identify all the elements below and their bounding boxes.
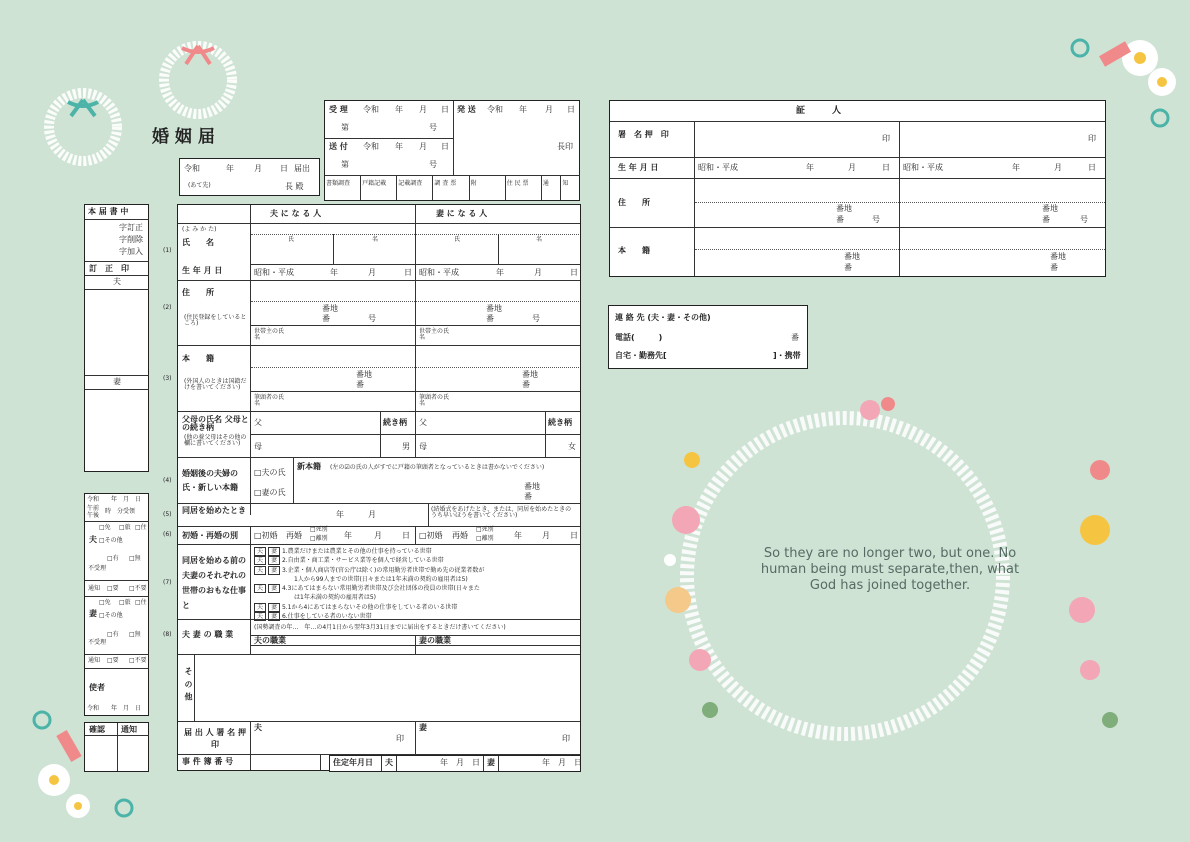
- cohabit-label: 同居を始めたとき: [182, 506, 246, 515]
- name-reading-label: (よ み か た): [182, 226, 217, 233]
- w2-d: 日: [1088, 163, 1096, 172]
- sent-month: 月: [419, 142, 427, 151]
- marriage-form-main: [177, 204, 581, 771]
- w2-ban: 番: [1042, 215, 1050, 224]
- new-domicile-label: 新本籍: [297, 462, 321, 471]
- lace-wreath-pink: [148, 30, 248, 120]
- receipt-notice-box: [84, 493, 149, 716]
- w1-m: 月: [848, 163, 856, 172]
- wife-widow[interactable]: □死別: [476, 526, 494, 533]
- dispatch-label: 発 送: [457, 105, 476, 114]
- opt[interactable]: □要: [107, 585, 119, 592]
- husband-surname-check[interactable]: □夫の氏: [254, 468, 286, 477]
- husband-go: 号: [368, 314, 376, 323]
- occ-w[interactable]: 妻: [268, 566, 280, 575]
- occ-w[interactable]: 妻: [268, 584, 280, 593]
- receipt-am: 午前: [87, 505, 100, 512]
- w2-banchi: 番地: [1042, 204, 1058, 213]
- address-label: 住 所: [182, 288, 214, 297]
- notice-envoy: 使者: [89, 683, 105, 692]
- wife-dom-banchi: 番地: [522, 370, 538, 379]
- occupation-item: 5.1から4にあてはまらないその他の仕事をしている者のいる世帯: [281, 603, 458, 611]
- dispatch-era: 令和: [487, 105, 503, 114]
- husband-banchi: 番地: [322, 304, 338, 313]
- notice-wife: 妻: [89, 609, 97, 618]
- correction-label: 字削除: [119, 235, 143, 244]
- opt[interactable]: □旅: [119, 524, 131, 531]
- husband-relation: 続き柄: [383, 418, 407, 427]
- wife-daughter: 女: [568, 442, 576, 451]
- row-number: (1): [163, 247, 172, 254]
- wife-surname-check[interactable]: □妻の氏: [254, 488, 286, 497]
- occ-h[interactable]: 夫: [254, 547, 266, 556]
- case-no-label: 事 件 簿 番 号: [182, 757, 234, 766]
- contact-phone[interactable]: 電話( ): [615, 333, 663, 342]
- contact-box: [608, 305, 808, 369]
- notice-submitted: 届出: [294, 164, 310, 173]
- opt[interactable]: □有: [107, 631, 119, 638]
- wife-go: 号: [532, 314, 540, 323]
- husband-given[interactable]: 名: [372, 236, 379, 243]
- received-year: 年: [395, 105, 403, 114]
- witness-box: [609, 100, 1106, 277]
- opt[interactable]: □不要: [129, 585, 147, 592]
- fixed-date-label: 住定年月日: [333, 758, 373, 767]
- husband-birth-d: 日: [404, 268, 412, 277]
- office-cell: 調 査 票: [433, 176, 469, 200]
- received-no-suffix: 号: [429, 123, 437, 132]
- husband-first[interactable]: □初婚: [254, 531, 278, 540]
- w2-go: 号: [1080, 215, 1088, 224]
- office-cell: 戸籍記載: [361, 176, 397, 200]
- notice-era: 令和: [184, 164, 200, 173]
- bible-verse: So they are no longer two, but one. No human being must separate,then, what God has joined together.: [760, 546, 1020, 593]
- register-husband: 夫: [113, 277, 121, 286]
- wife-re-m: 月: [542, 531, 550, 540]
- sent-no-suffix: 号: [429, 160, 437, 169]
- row-number: (7): [163, 579, 172, 586]
- address-note: (住民登録をしているところ): [184, 314, 247, 327]
- office-cell: 知: [562, 180, 569, 187]
- received-day: 日: [441, 105, 449, 114]
- husband-re[interactable]: 再婚: [286, 531, 302, 540]
- occupation-item: 1人から99人までの世帯(日々または1年未満の契約の雇用者は5): [288, 575, 468, 583]
- sign-wife[interactable]: 妻: [419, 723, 427, 732]
- correction-label: 字加入: [119, 247, 143, 256]
- w2-m: 月: [1054, 163, 1062, 172]
- office-cell: 書類調査: [325, 176, 361, 200]
- w1-y: 年: [806, 163, 814, 172]
- sent-label: 送 付: [329, 142, 348, 151]
- receipt-date: 令和 年 月 日: [87, 496, 142, 503]
- occupation-item: 6.仕事をしている者のいない世帯: [281, 613, 372, 621]
- occ-w[interactable]: 妻: [268, 547, 280, 556]
- new-name-label: 婚姻後の夫婦の氏・新しい本籍: [182, 469, 238, 492]
- wife-head: 筆頭者の氏名: [419, 394, 450, 407]
- wife-first[interactable]: □初婚: [419, 531, 443, 540]
- domicile-note: (外国人のときは国籍だけを書いてください): [184, 378, 247, 391]
- wife-ban: 番: [486, 314, 494, 323]
- correction-label: 字訂正: [119, 223, 143, 232]
- wife-householder: 世帯主の氏名: [419, 328, 450, 341]
- side-label: 不受理: [88, 639, 107, 646]
- witness-birth-label: 生 年 月 日: [618, 163, 659, 172]
- received-label: 受 理: [329, 105, 348, 114]
- occ-h[interactable]: 夫: [254, 566, 266, 575]
- birth-label: 生 年 月 日: [182, 266, 223, 275]
- side-label: 不受理: [88, 565, 107, 572]
- w1-banchi: 番地: [836, 204, 852, 213]
- office-cell: 記載調査: [397, 176, 433, 200]
- occ-h[interactable]: 夫: [254, 612, 266, 621]
- row-number: (3): [163, 375, 172, 382]
- occupation-item: 2.自由業・商工業・サービス業等を個人で経営している世帯: [281, 557, 444, 565]
- opt[interactable]: □有: [107, 555, 119, 562]
- sign-husband[interactable]: 夫: [254, 723, 262, 732]
- wife-col-header: 妻 に な る 人: [436, 209, 488, 218]
- husband-job[interactable]: 夫の職業: [254, 636, 286, 645]
- wife-dom-ban: 番: [522, 380, 530, 389]
- received-no-prefix: 第: [341, 123, 349, 132]
- confirm-label: 確認: [89, 725, 105, 734]
- row-number: (2): [163, 304, 172, 311]
- side-label: 通知: [88, 657, 101, 664]
- w2-era[interactable]: 昭和・平成: [903, 163, 943, 172]
- lace-wreath-teal: [38, 82, 128, 172]
- notice-husband: 夫: [89, 535, 97, 544]
- notice-day: 日: [280, 164, 288, 173]
- husband-dom-banchi: 番地: [356, 370, 372, 379]
- witness-title: 証 人: [796, 106, 842, 116]
- side-label: 通知: [88, 585, 101, 592]
- husband-dom-ban: 番: [356, 380, 364, 389]
- notice-month: 月: [254, 164, 262, 173]
- notice-year: 年: [226, 164, 234, 173]
- wife-re[interactable]: 再婚: [452, 531, 468, 540]
- wife-father[interactable]: 父: [419, 418, 427, 427]
- row-number: (6): [163, 531, 172, 538]
- chief-seal: 長印: [557, 142, 573, 151]
- cohabit-date[interactable]: 年 月: [336, 510, 376, 519]
- correction-register-box: [84, 204, 149, 472]
- occupation-item: 1.農業だけまたは農業とその他の仕事を持っている世帯: [281, 548, 432, 555]
- opt[interactable]: □住: [135, 599, 147, 606]
- wife-re-y: 年: [514, 531, 522, 540]
- occupation-item: 4.3にあてはまらない常用勤労者世帯及び会社団体の役員の世帯(日々また: [281, 585, 480, 593]
- opt[interactable]: □その他: [99, 612, 123, 619]
- opt[interactable]: □住: [135, 524, 147, 531]
- witness-sign-label: 署 名 押 印: [618, 130, 669, 139]
- husband-head: 筆頭者の氏名: [254, 394, 285, 407]
- husband-father[interactable]: 父: [254, 418, 262, 427]
- w1-dom-ban: 番: [844, 263, 852, 272]
- opt[interactable]: □免: [99, 599, 111, 606]
- husband-birth-era[interactable]: 昭和・平成: [254, 268, 294, 277]
- sign-husband-seal: 印: [396, 734, 404, 743]
- opt[interactable]: □不要: [129, 657, 147, 664]
- envoy-date: 令和 年 月 日: [87, 705, 142, 712]
- row-number: (4): [163, 477, 172, 484]
- wife-birth-era[interactable]: 昭和・平成: [419, 268, 459, 277]
- wife-relation: 続き柄: [548, 418, 572, 427]
- confirm-box: [84, 722, 149, 772]
- wife-job[interactable]: 妻の職業: [419, 636, 451, 645]
- signature-label: 届 出 人 署 名 押 印: [184, 728, 246, 749]
- new-ban: 番: [524, 492, 532, 501]
- husband-re-m: 月: [374, 531, 382, 540]
- occupation-list: [254, 547, 574, 621]
- occupation-item: は1年未満の契約の雇用者は5): [288, 594, 376, 602]
- witness-domicile-label: 本 籍: [618, 246, 650, 255]
- opt[interactable]: □無: [129, 631, 141, 638]
- office-cell: 住 民 票: [506, 176, 542, 200]
- parents-note: (他の養父母はその他の欄に書いてください): [184, 434, 247, 447]
- received-month: 月: [419, 105, 427, 114]
- fixed-husband-date[interactable]: 年 月 日: [440, 758, 480, 767]
- occ-w[interactable]: 妻: [268, 556, 280, 565]
- w1-ban: 番: [836, 215, 844, 224]
- husband-birth-y: 年: [330, 268, 338, 277]
- w1-d: 日: [882, 163, 890, 172]
- occupation-before-label: 同居を始める前の夫妻のそれぞれの世帯のおもな仕事と: [182, 556, 246, 610]
- fixed-husband: 夫: [385, 758, 393, 767]
- sent-era: 令和: [363, 142, 379, 151]
- occupation-item: 3.企業・個人商店等(官公庁は除く)の常用勤労者世帯で勤め先の従業者数が: [281, 566, 485, 574]
- new-domicile-note: (左の☑の氏の人がすでに戸籍の筆頭者となっているときは書かないでください): [330, 464, 545, 471]
- contact-mobile[interactable]: ]・携帯: [773, 351, 801, 360]
- husband-surname[interactable]: 氏: [288, 236, 295, 243]
- correction-seal: 訂 正 印: [89, 264, 129, 273]
- notice-chief: 長 殿: [285, 182, 304, 191]
- occupation-label: 夫 妻 の 職 業: [182, 630, 234, 639]
- row-number: (8): [163, 631, 172, 638]
- other-label: そ の 他: [184, 667, 193, 702]
- husband-householder: 世帯主の氏名: [254, 328, 285, 341]
- occ-w[interactable]: 妻: [268, 603, 280, 612]
- register-title: 本 届 書 中: [88, 207, 129, 216]
- receipt-pm: 午後: [87, 512, 100, 519]
- first-re-label: 初婚・再婚の別: [182, 531, 238, 540]
- w2-y: 年: [1012, 163, 1020, 172]
- notify-label: 通知: [121, 725, 137, 734]
- sent-no-prefix: 第: [341, 160, 349, 169]
- occ-h[interactable]: 夫: [254, 556, 266, 565]
- occ-w[interactable]: 妻: [268, 612, 280, 621]
- form-title: 婚 姻 届: [152, 127, 215, 147]
- domicile-label: 本 籍: [182, 354, 214, 363]
- wife-divorce[interactable]: □離別: [476, 535, 494, 542]
- husband-widow[interactable]: □死別: [310, 526, 328, 533]
- notice-date-box: [179, 158, 320, 196]
- husband-birth-m: 月: [368, 268, 376, 277]
- name-label: 氏 名: [182, 238, 214, 247]
- office-cell: 通: [542, 176, 562, 200]
- husband-col-header: 夫 に な る 人: [270, 209, 322, 218]
- wife-birth-y: 年: [496, 268, 504, 277]
- opt[interactable]: □旅: [119, 599, 131, 606]
- dispatch-day: 日: [567, 105, 575, 114]
- fixed-date-box: [329, 755, 581, 772]
- received-era: 令和: [363, 105, 379, 114]
- witness2-seal: 印: [1088, 134, 1096, 143]
- contact-home[interactable]: 自宅・勤務先[: [615, 351, 667, 360]
- row-number: (5): [163, 511, 172, 518]
- husband-mother[interactable]: 母: [254, 442, 262, 451]
- contact-title: 連 絡 先 (夫・妻・その他): [615, 313, 711, 322]
- dispatch-month: 月: [545, 105, 553, 114]
- wife-re-d: 日: [570, 531, 578, 540]
- opt[interactable]: □その他: [99, 537, 123, 544]
- wife-mother[interactable]: 母: [419, 442, 427, 451]
- wife-given[interactable]: 名: [536, 236, 543, 243]
- new-banchi: 番地: [524, 482, 540, 491]
- opt[interactable]: □無: [129, 555, 141, 562]
- sent-day: 日: [441, 142, 449, 151]
- parents-label: 父母の氏名 父母との続き柄: [182, 415, 249, 432]
- office-cell: 附: [470, 176, 506, 200]
- register-wife: 妻: [113, 377, 121, 386]
- cohabit-note: (結婚式をあげたとき、または、同居を始めたときのうち早いほうを書いてください): [431, 506, 572, 519]
- wife-banchi: 番地: [486, 304, 502, 313]
- fixed-wife: 妻: [487, 758, 495, 767]
- notice-to: (あて先): [188, 182, 211, 189]
- census-note: (国勢調査の年… 年…の4月1日から翌年3月31日までに届出をするときだけ書いてください): [254, 624, 506, 631]
- w1-go: 号: [872, 215, 880, 224]
- husband-ban: 番: [322, 314, 330, 323]
- receipt-time: 時 分受領: [105, 508, 136, 515]
- dispatch-year: 年: [519, 105, 527, 114]
- w2-dom-banchi: 番地: [1050, 252, 1066, 261]
- w1-era[interactable]: 昭和・平成: [698, 163, 738, 172]
- office-processing-box: [324, 100, 580, 201]
- fixed-wife-date[interactable]: 年 月 日: [542, 758, 582, 767]
- wife-surname[interactable]: 氏: [454, 236, 461, 243]
- sign-wife-seal: 印: [562, 734, 570, 743]
- witness1-seal: 印: [882, 134, 890, 143]
- husband-re-d: 日: [402, 531, 410, 540]
- contact-ban: 番: [791, 333, 799, 342]
- opt[interactable]: □免: [99, 524, 111, 531]
- w2-dom-ban: 番: [1050, 263, 1058, 272]
- wife-birth-m: 月: [534, 268, 542, 277]
- witness-address-label: 住 所: [618, 198, 650, 207]
- wife-birth-d: 日: [570, 268, 578, 277]
- occ-h[interactable]: 夫: [254, 603, 266, 612]
- husband-divorce[interactable]: □離別: [310, 535, 328, 542]
- w1-dom-banchi: 番地: [844, 252, 860, 261]
- husband-re-y: 年: [344, 531, 352, 540]
- sent-year: 年: [395, 142, 403, 151]
- occ-h[interactable]: 夫: [254, 584, 266, 593]
- opt[interactable]: □要: [107, 657, 119, 664]
- husband-son: 男: [402, 442, 410, 451]
